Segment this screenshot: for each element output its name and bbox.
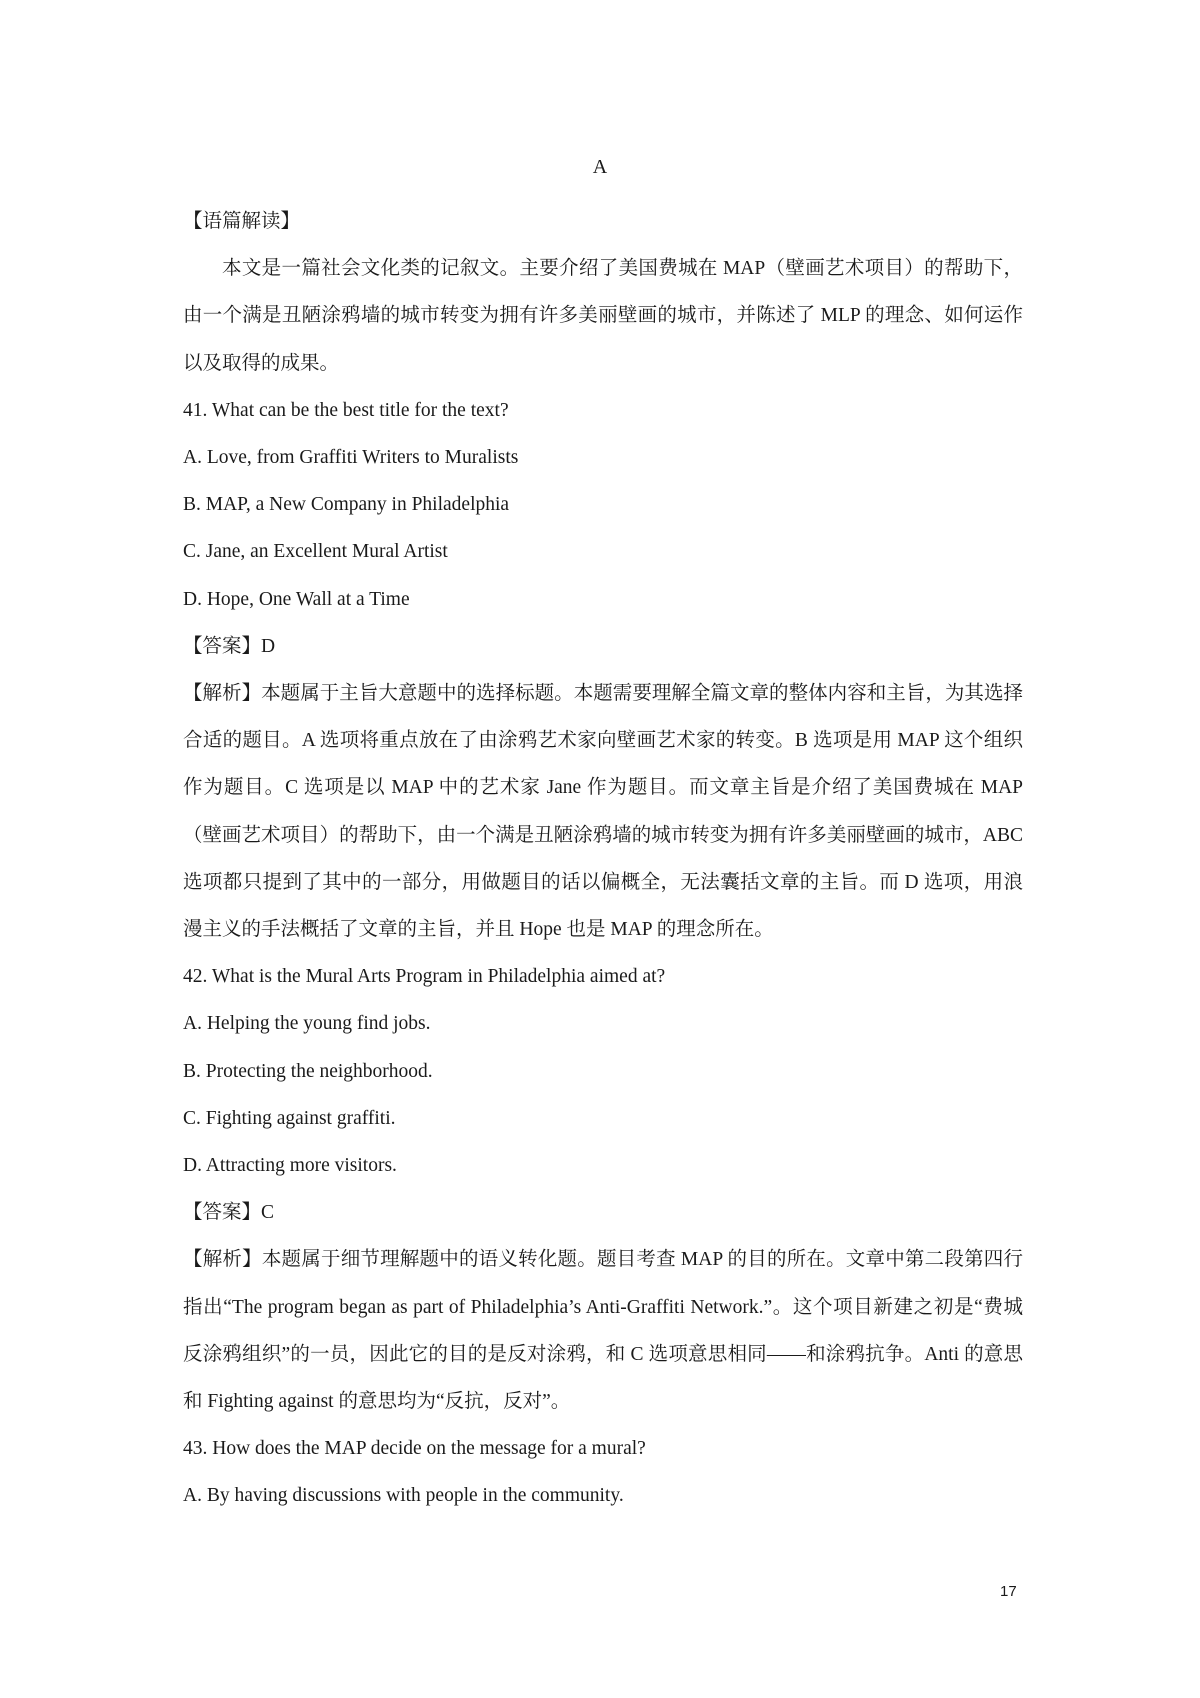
option-c: C. Jane, an Excellent Mural Artist: [183, 541, 448, 563]
reading-paragraph: 本文是一篇社会文化类的记叙文。主要介绍了美国费城在 MAP（壁画艺术项目）的帮助下，由一个满是丑陋涂鸦墙的城市转变为拥有许多美丽壁画的城市，并陈述了 MLP 的理念、如何运作以及取得的成果。: [183, 258, 1023, 374]
option-b: B. Protecting the neighborhood.: [183, 1060, 433, 1082]
analysis-paragraph: 【解析】本题属于主旨大意题中的选择标题。本题需要理解全篇文章的整体内容和主旨，为其选择合适的题目。A 选项将重点放在了由涂鸦艺术家向壁画艺术家的转变。B 选项是用 MAP 这个组织作为题目。C 选项是以 MAP 中的艺术家 Jane 作为题目。而文章主旨是介绍了美国费城在 MAP（壁画艺术项目）的帮助下，由一个满是丑陋涂鸦墙的城市转变为拥有许多美丽壁画的城市，ABC 选项都只提到了其中的一部分，用做题目的话以偏概全，无法囊括文章的主旨。而 D 选项，用浪漫主义的手法概括了文章的主旨，并且 Hope 也是 MAP 的理念所在。: [183, 683, 1023, 941]
option-d: D. Attracting more visitors.: [183, 1155, 397, 1177]
option-c: C. Fighting against graffiti.: [183, 1107, 396, 1129]
option-a: A. Love, from Graffiti Writers to Muralists: [183, 447, 519, 469]
answer-line: 【答案】C: [183, 1202, 275, 1224]
analysis-paragraph: 【解析】本题属于细节理解题中的语义转化题。题目考查 MAP 的目的所在。文章中第二段第四行指出“The program began as part of Philadelphia’s Anti-Graffiti Network.”。这个项目新建之初是“费城反涂鸦组织”的一员，因此它的目的是反对涂鸦，和 C 选项意思相同——和涂鸦抗争。Anti 的意思和 Fighting against 的意思均为“反抗，反对”。: [183, 1249, 1023, 1413]
question-stem: 43. How does the MAP decide on the message for a mural?: [183, 1438, 646, 1460]
option-a: A. By having discussions with people in the community.: [183, 1485, 624, 1507]
question-stem: 41. What can be the best title for the text?: [183, 399, 509, 421]
page-number: 17: [1000, 1583, 1017, 1600]
answer-line: 【答案】D: [183, 635, 276, 657]
option-a: A. Helping the young find jobs.: [183, 1013, 431, 1035]
option-b: B. MAP, a New Company in Philadelphia: [183, 494, 510, 516]
reading-label: 【语篇解读】: [183, 211, 301, 232]
document-body: [183, 198, 1023, 1520]
section-heading: A: [592, 156, 608, 178]
question-stem: 42. What is the Mural Arts Program in Philadelphia aimed at?: [183, 966, 666, 988]
option-d: D. Hope, One Wall at a Time: [183, 588, 410, 610]
